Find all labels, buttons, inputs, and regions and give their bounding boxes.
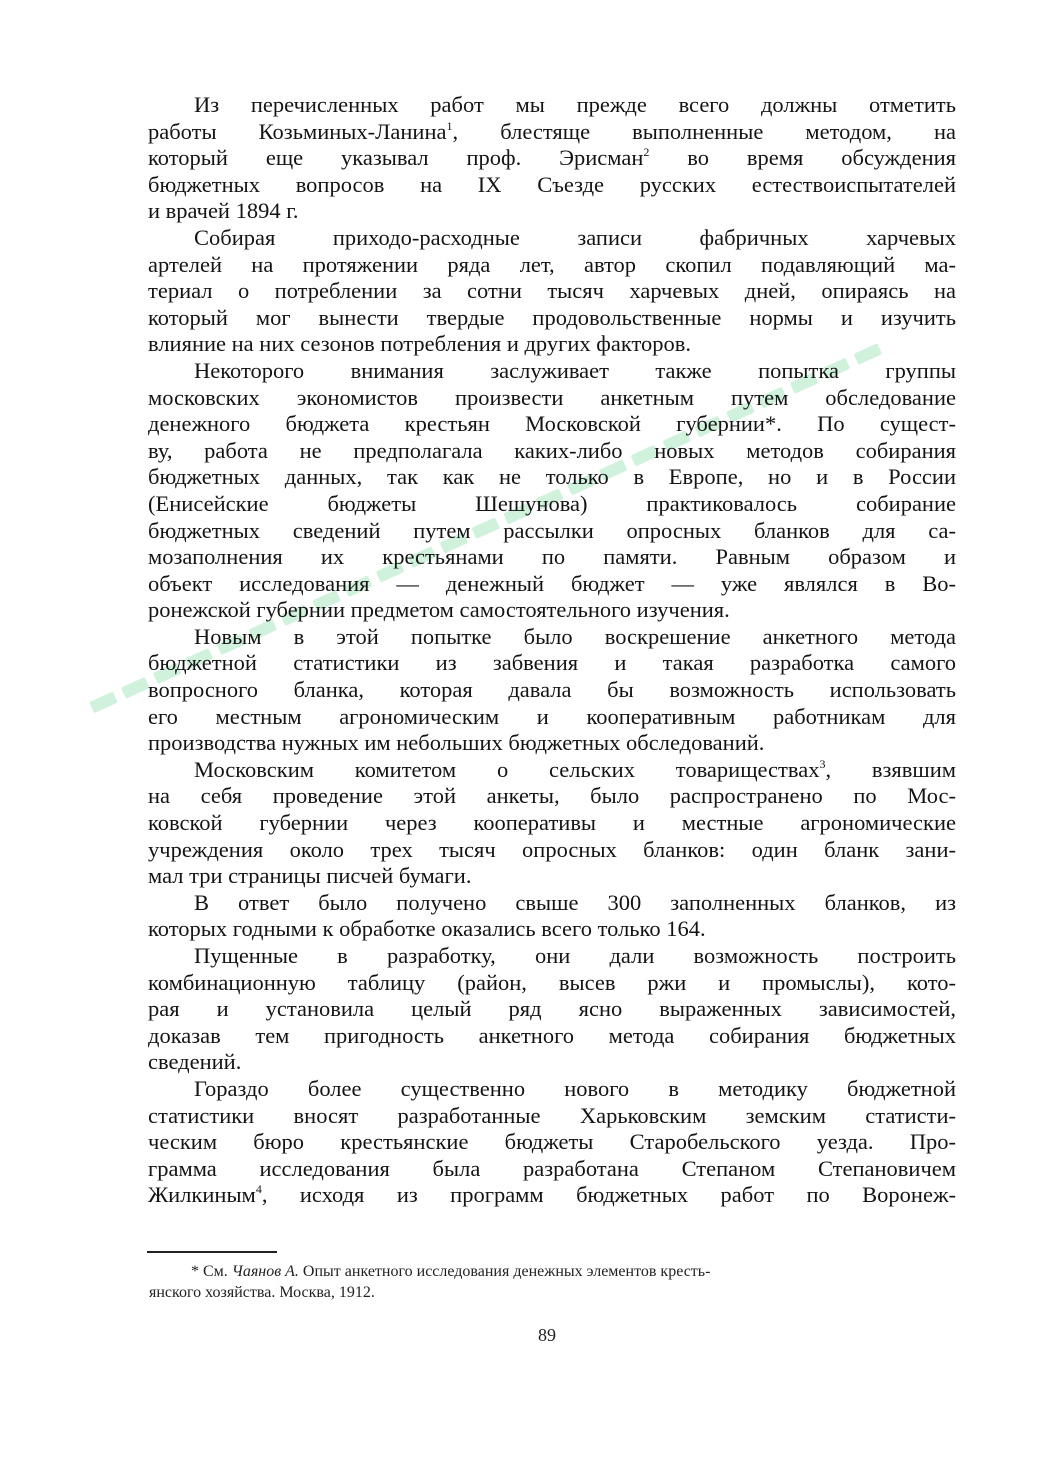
text-fragment: который еще указывал проф. Эрисман <box>148 145 644 171</box>
text-line: ронежской губернии предметом самостоятельного изучения. <box>148 597 730 623</box>
paragraph-1 <box>148 92 956 225</box>
text-line: Пущенные в разработку, они дали возможность построить <box>194 943 956 968</box>
watermark-dash <box>121 677 150 699</box>
text-line: вопросного бланка, которая давала бы возможность использовать <box>148 677 956 703</box>
footnote-line <box>149 1261 949 1282</box>
text-line: ву, работа не предполагала каких-либо новых методов собирания <box>148 437 956 463</box>
text-line: бюджетных вопросов на IX Съезде русских естествоиспытателей <box>148 171 956 197</box>
text-line: объект исследования — денежный бюджет — уже являлся в Во- <box>148 570 956 596</box>
text-line: денежного бюджета крестьян Московской губернии*. По сущест- <box>148 411 956 437</box>
text-fragment: , исходя из программ бюджетных работ по Воронеж- <box>261 1182 956 1208</box>
text-fragment: работы Козьминых-Ланина <box>148 118 447 144</box>
text-line: комбинационную таблицу (район, высев ржи и промыслы), кото- <box>148 969 956 995</box>
text-line: Новым в этой попытке было воскрешение анкетного метода <box>194 623 956 649</box>
text-line: и врачей 1894 г. <box>148 198 299 224</box>
text-line <box>148 119 956 146</box>
text-line: мозаполнения их крестьянами по памяти. Равным образом и <box>148 544 956 570</box>
paragraph-8 <box>148 1076 956 1209</box>
paragraph-3 <box>148 358 956 624</box>
text-line: мал три страницы писчей бумаги. <box>148 863 472 889</box>
text-line: сведений. <box>148 1049 242 1075</box>
body-text <box>148 92 956 1209</box>
text-line: Некоторого внимания заслуживает также попытка группы <box>194 357 956 383</box>
paragraph-2 <box>148 225 956 358</box>
text-line: московских экономистов произвести анкетным путем обследование <box>148 384 956 410</box>
text-line: грамма исследования была разработана Степаном Степановичем <box>148 1155 956 1181</box>
text-line <box>148 1182 956 1209</box>
footnote-prefix: * См. <box>191 1263 232 1280</box>
paragraph-7 <box>148 943 956 1076</box>
footnote-line: янского хозяйства. Москва, 1912. <box>149 1284 375 1301</box>
footnote-ref: 1 <box>446 118 453 133</box>
text-line: который мог вынести твердые продовольственные нормы и изучить <box>148 304 956 330</box>
text-fragment: Московским комитетом о сельских товариществах <box>194 756 820 782</box>
text-line <box>148 145 956 172</box>
text-line: статистики вносят разработанные Харьковским земским статисти- <box>148 1102 956 1128</box>
footnote <box>149 1261 949 1303</box>
text-line: Из перечисленных работ мы прежде всего должны отметить <box>194 92 956 117</box>
text-line: его местным агрономическим и кооперативным работникам для <box>148 703 956 729</box>
footnote-ref: 2 <box>643 145 650 160</box>
text-line: Собирая приходо-расходные записи фабричных харчевых <box>194 224 956 250</box>
text-line <box>148 757 956 784</box>
text-line: бюджетных данных, так как не только в Европе, но и в России <box>148 464 956 490</box>
text-fragment: , блестяще выполненные методом, на <box>452 118 956 144</box>
page-number: 89 <box>538 1325 556 1345</box>
text-line: бюджетных сведений путем рассылки опросных бланков для са- <box>148 517 956 543</box>
text-line: Гораздо более существенно нового в методику бюджетной <box>194 1075 956 1101</box>
text-line: которых годными к обработке оказались всего только 164. <box>148 916 706 942</box>
text-fragment: , взявшим <box>825 756 956 782</box>
text-line: В ответ было получено свыше 300 заполненных бланков, из <box>194 889 956 915</box>
text-line: учреждения около трех тысяч опросных бланков: один бланк зани- <box>148 836 956 862</box>
text-line: производства нужных им небольших бюджетных обследований. <box>148 730 765 756</box>
text-line: териал о потреблении за сотни тысяч харчевых дней, опираясь на <box>148 278 956 304</box>
text-line: ковской губернии через кооперативы и местные агрономические <box>148 810 956 836</box>
text-line: ческим бюро крестьянские бюджеты Старобельского уезда. Про- <box>148 1129 956 1155</box>
footnote-divider <box>147 1251 277 1253</box>
text-line: рая и установила целый ряд ясно выраженных зависимостей, <box>148 996 956 1022</box>
text-fragment: во время обсуждения <box>649 145 957 171</box>
text-line: артелей на протяжении ряда лет, автор скопил подавляющий ма- <box>148 251 956 277</box>
text-line: бюджетной статистики из забвения и такая разработка самого <box>148 650 956 676</box>
paragraph-4 <box>148 624 956 757</box>
footnote-text: Опыт анкетного исследования денежных элементов кресть- <box>298 1263 711 1280</box>
footnote-ref: 4 <box>255 1182 262 1197</box>
text-line: влияние на них сезонов потребления и других факторов. <box>148 331 692 357</box>
footnote-author: Чаянов А. <box>231 1263 299 1280</box>
text-line: на себя проведение этой анкеты, было распространено по Мос- <box>148 783 956 809</box>
text-fragment: Жилкиным <box>148 1182 256 1208</box>
text-line: доказав тем пригодность анкетного метода собирания бюджетных <box>148 1022 956 1048</box>
footnote-ref: 3 <box>819 756 826 771</box>
watermark-dash <box>89 691 118 713</box>
paragraph-5 <box>148 757 956 890</box>
text-line: (Енисейские бюджеты Шешунова) практиковалось собирание <box>148 490 956 516</box>
paragraph-6 <box>148 890 956 943</box>
